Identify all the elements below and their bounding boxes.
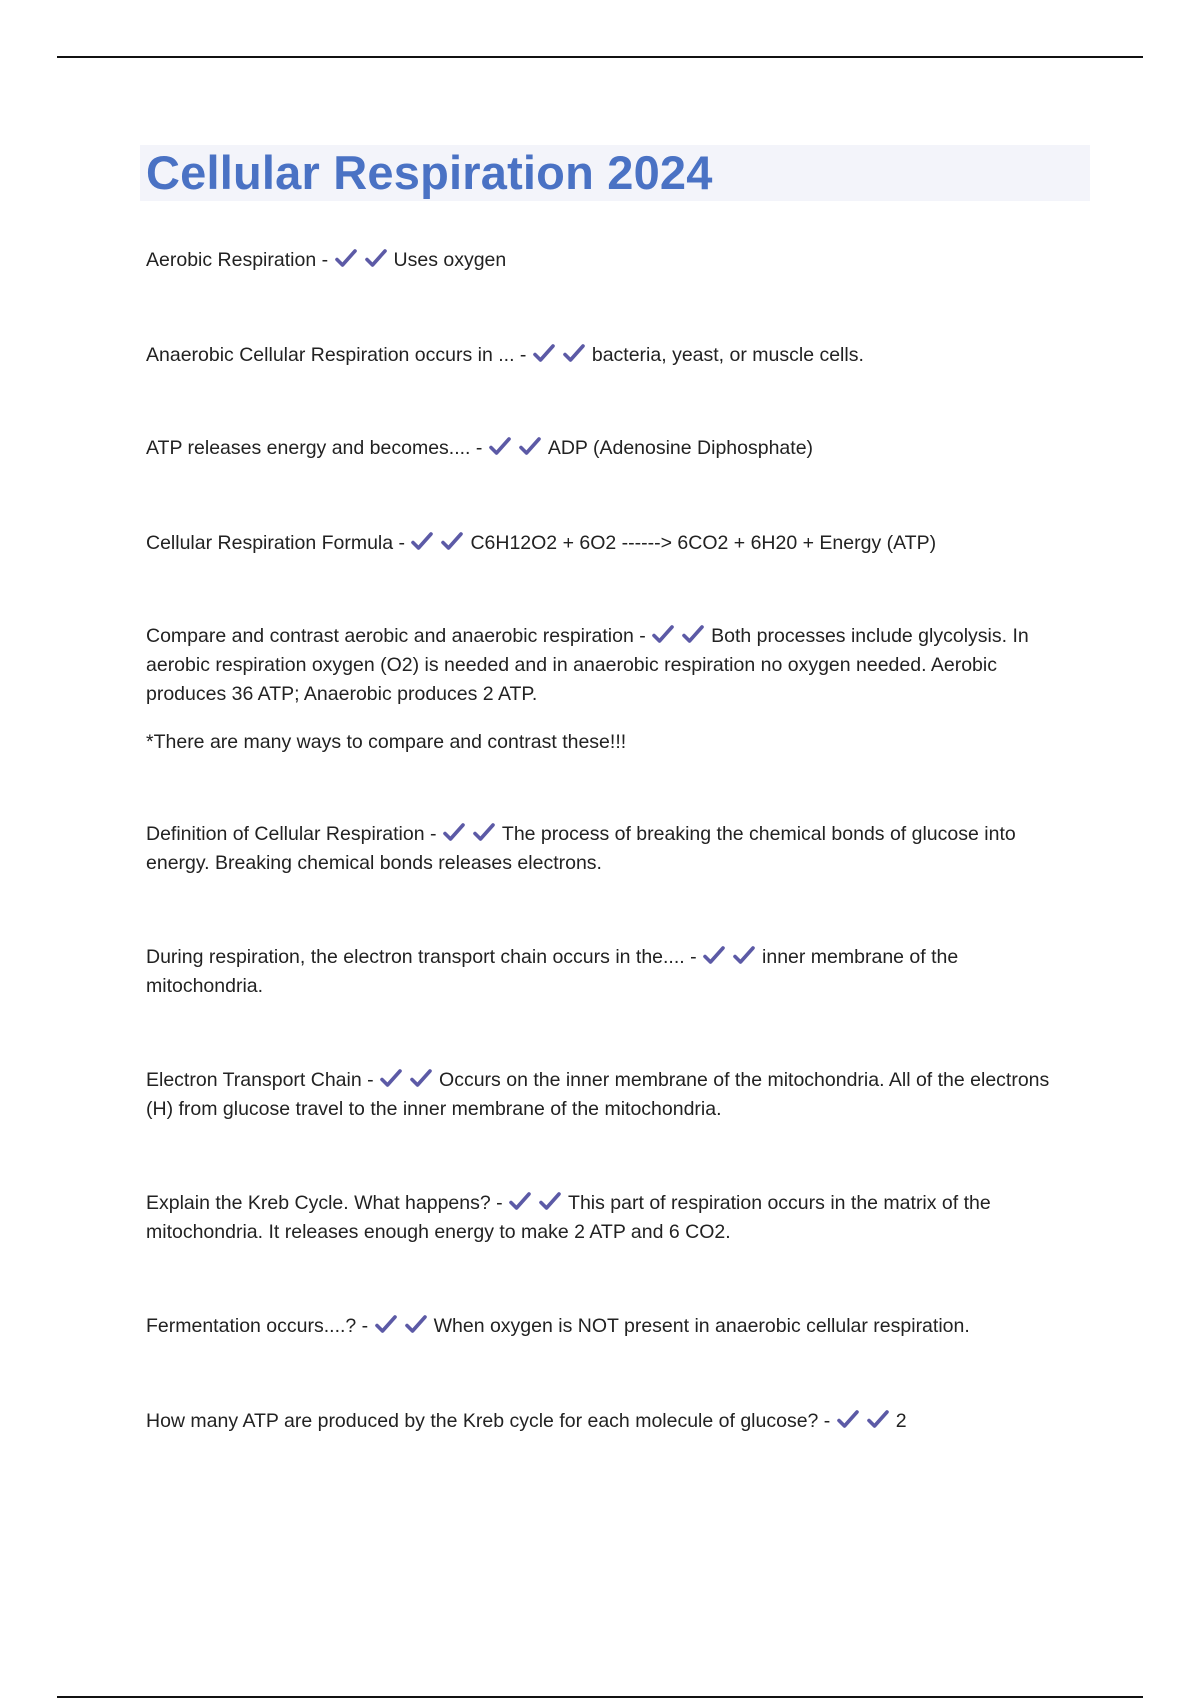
answer-text: bacteria, yeast, or muscle cells. [591,344,864,366]
question-text: Fermentation occurs....? [146,1315,357,1337]
checkmark-icon [562,343,586,365]
checkmark-icon [532,343,556,365]
checkmark-icon [440,531,464,553]
separator: - [470,437,488,459]
question-text: How many ATP are produced by the Kreb cycle for each molecule of glucose? [146,1410,819,1432]
checkmark-icon [472,822,496,844]
checkmark-icon [379,1068,403,1090]
answer-text: inner membrane of the mitochondria. [146,946,959,997]
checkmark-icon [508,1191,532,1213]
checkmark-icon [410,531,434,553]
checkmark-icon [364,248,388,270]
separator: - [393,532,411,554]
answer-text: The process of breaking the chemical bonds of glucose into energy. Breaking chemical bonds releases electrons. [146,823,1016,874]
compare-note: *There are many ways to compare and contrast these!!! [146,731,627,753]
question-text: Cellular Respiration Formula [146,532,394,554]
checkmark-icon [404,1314,428,1336]
qa-item-formula [146,529,1066,558]
question-text: Anaerobic Cellular Respiration occurs in ... [146,344,515,366]
qa-item-etc-location [146,943,1066,1001]
separator: - [356,1315,374,1337]
checkmark-icon [866,1409,890,1431]
checkmark-icon [651,624,675,646]
checkmark-icon [374,1314,398,1336]
answer-text: This part of respiration occurs in the matrix of the mitochondria. It releases enough energy to make 2 ATP and 6 CO2. [146,1192,991,1243]
answer-text: Occurs on the inner membrane of the mitochondria. All of the electrons (H) from glucose travel to the inner membrane of the mitochondria. [146,1069,1050,1120]
qa-item-aerobic-respiration [146,246,1066,275]
checkmark-icon [518,436,542,458]
separator: - [490,1192,509,1214]
checkmark-icon [334,248,358,270]
separator: - [316,249,334,271]
answer-text: When oxygen is NOT present in anaerobic cellular respiration. [433,1315,970,1337]
answer-text: ADP (Adenosine Diphosphate) [547,437,814,459]
question-text: Compare and contrast aerobic and anaerobic respiration [146,625,634,647]
separator: - [424,823,442,845]
qa-item-kreb-cycle [146,1189,1066,1247]
separator: - [684,946,703,968]
qa-item-fermentation [146,1312,1066,1341]
qa-item-anaerobic-location [146,341,1066,370]
bottom-rule [57,1696,1143,1698]
top-rule [57,56,1143,58]
question-text: Electron Transport Chain [146,1069,362,1091]
separator: - [633,625,652,647]
separator: - [514,344,532,366]
question-text: Aerobic Respiration [146,249,317,271]
separator: - [361,1069,380,1091]
answer-text: C6H12O2 + 6O2 ------> 6CO2 + 6H20 + Energy (ATP) [470,532,937,554]
page-title: Cellular Respiration 2024 [146,146,713,199]
answer-text: Uses oxygen [393,249,507,271]
question-text: During respiration, the electron transport chain occurs in the.... [146,946,685,968]
qa-item-etc [146,1066,1066,1124]
checkmark-icon [442,822,466,844]
checkmark-icon [488,436,512,458]
checkmark-icon [732,945,756,967]
checkmark-icon [836,1409,860,1431]
answer-text: Both processes include glycolysis. In aerobic respiration oxygen (O2) is needed and in anaerobic respiration no oxygen needed. Aerobic produces 36 ATP; Anaerobic produces 2 ATP. [146,625,1029,705]
question-text: Explain the Kreb Cycle. What happens? [146,1192,491,1214]
question-text: Definition of Cellular Respiration [146,823,425,845]
checkmark-icon [681,624,705,646]
checkmark-icon [538,1191,562,1213]
checkmark-icon [702,945,726,967]
answer-text: 2 [895,1410,907,1432]
qa-item-definition [146,820,1066,878]
separator: - [818,1410,836,1432]
qa-item-kreb-atp [146,1407,1066,1436]
qa-item-compare-contrast [146,622,1066,709]
checkmark-icon [409,1068,433,1090]
qa-item-atp-releases [146,434,1066,463]
question-text: ATP releases energy and becomes.... [146,437,471,459]
